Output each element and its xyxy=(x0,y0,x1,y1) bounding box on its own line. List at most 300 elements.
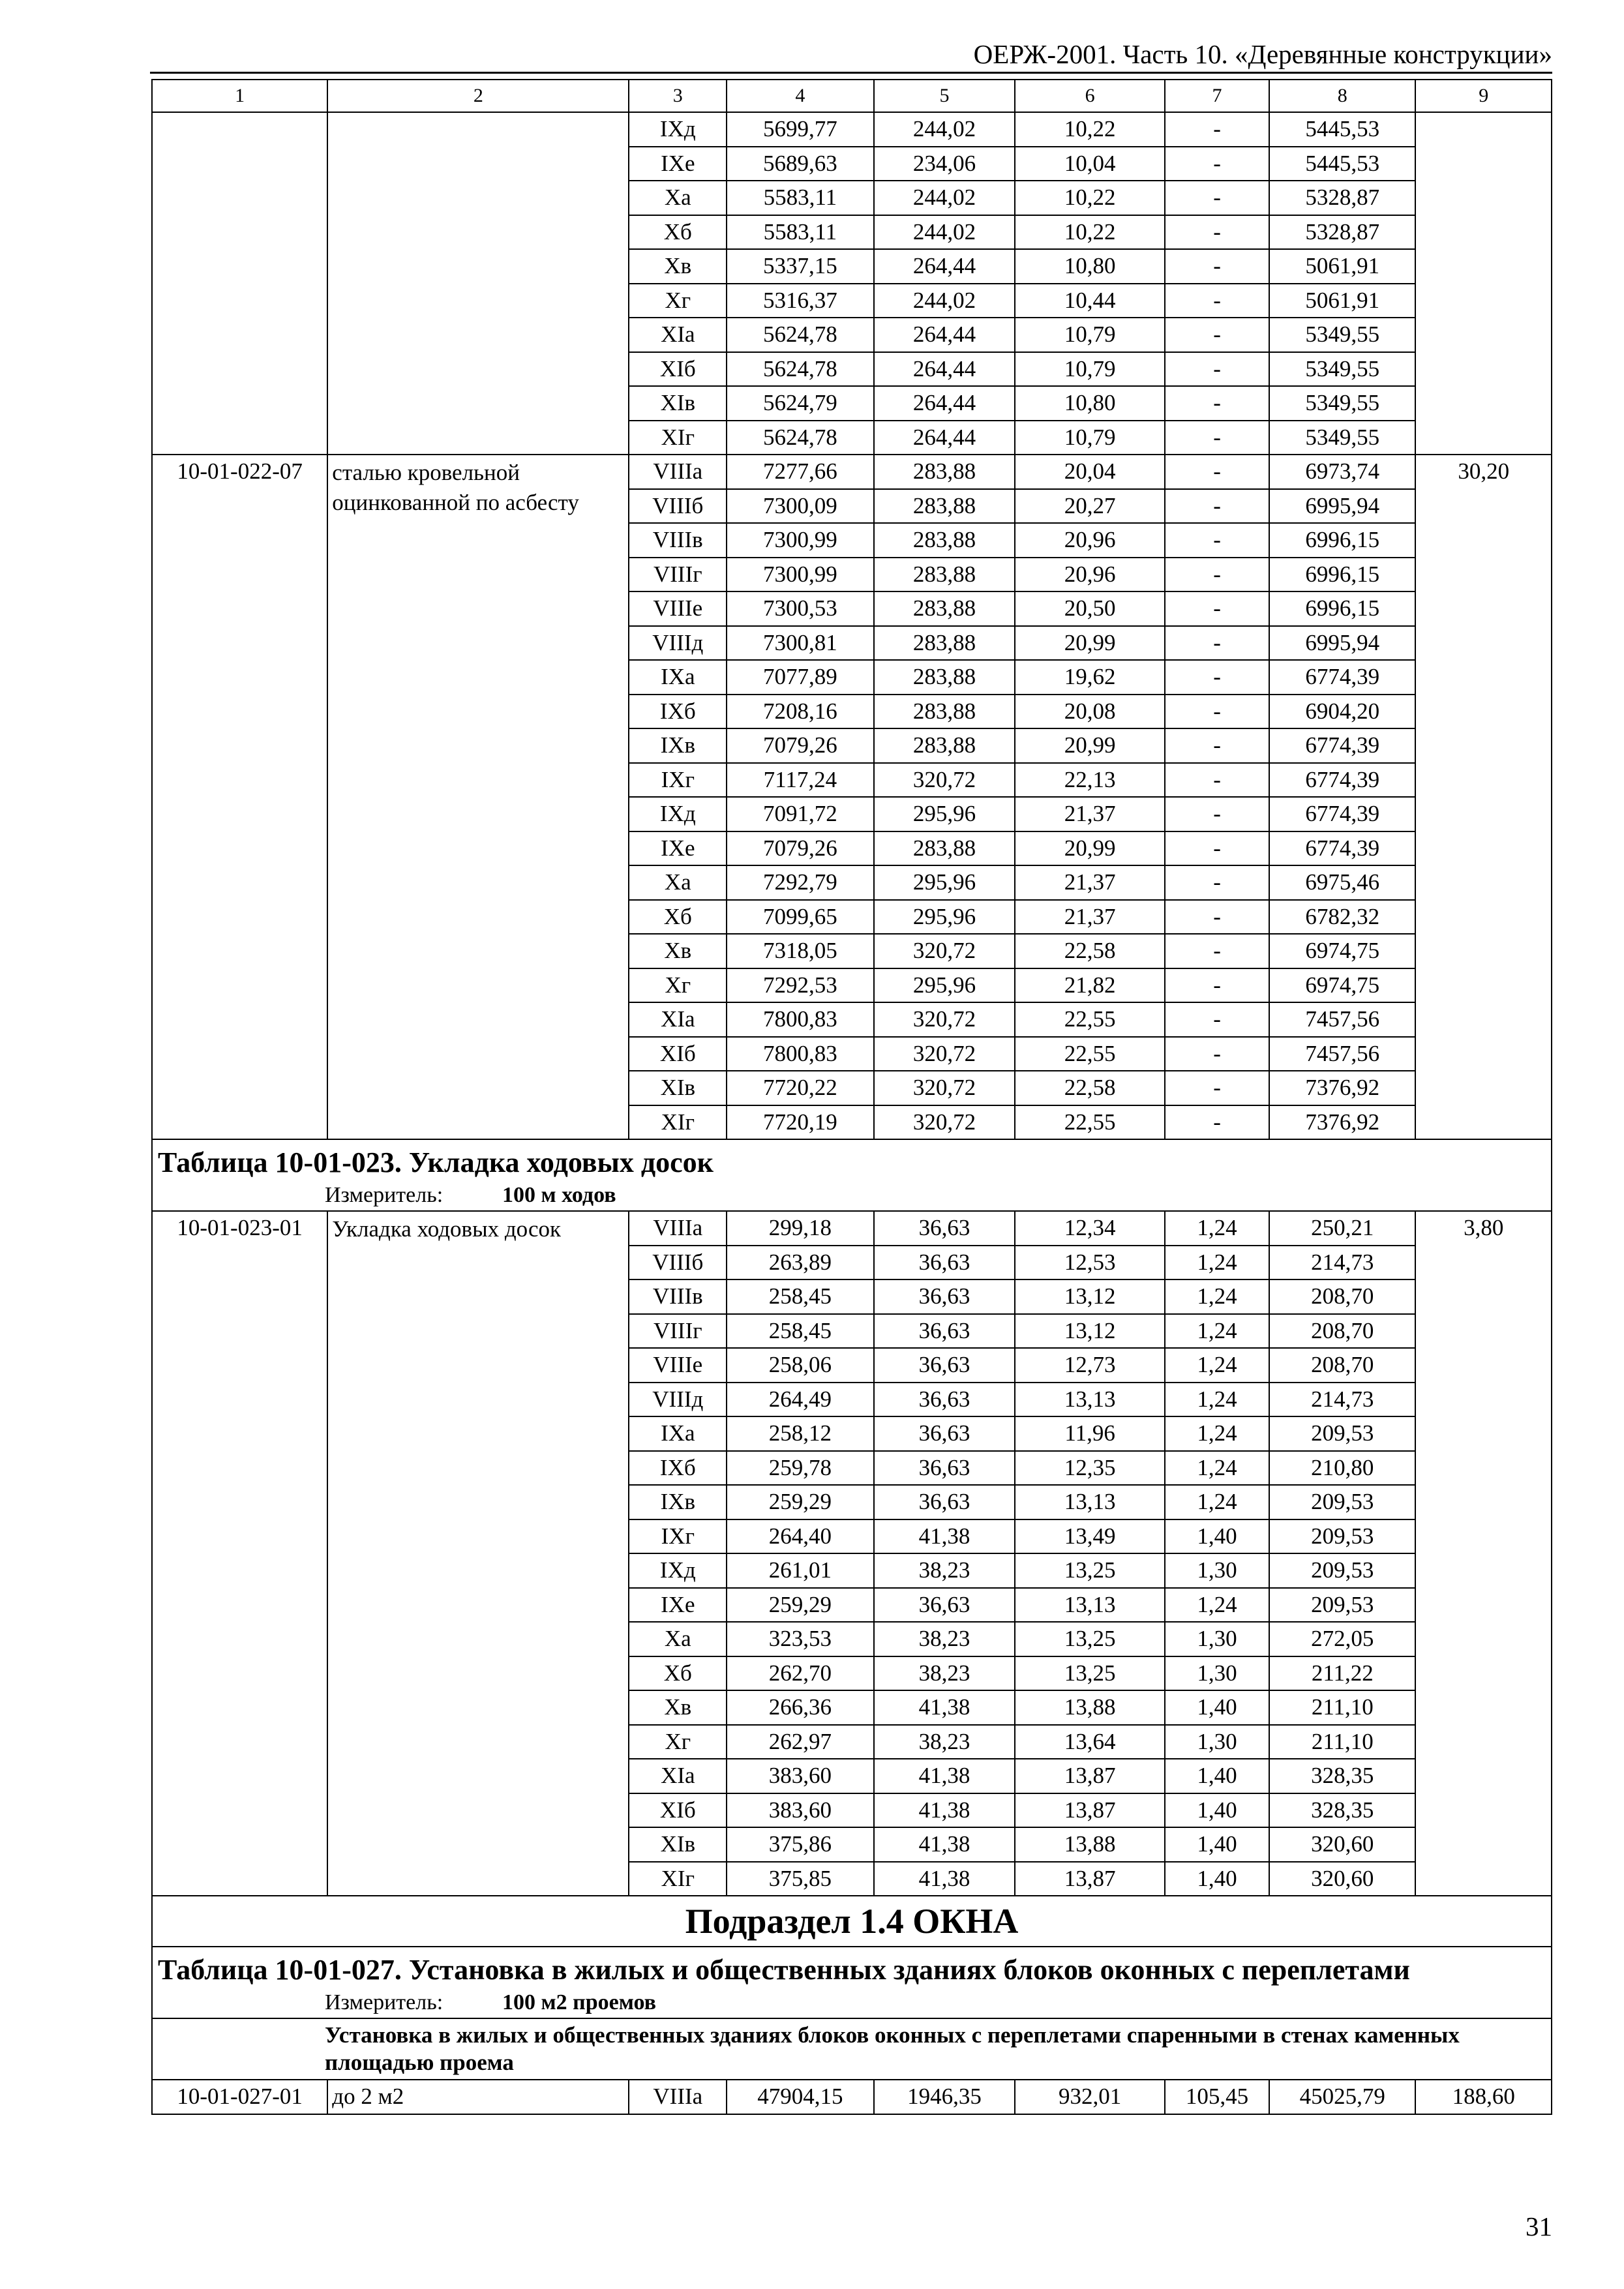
column-number: 6 xyxy=(1015,80,1164,112)
value-cell: - xyxy=(1165,181,1269,215)
value-cell: 6904,20 xyxy=(1269,695,1415,729)
value-cell: 7208,16 xyxy=(727,695,873,729)
value-cell: 13,87 xyxy=(1015,1862,1164,1896)
value-cell: IXд xyxy=(629,1553,727,1588)
value-cell: Xг xyxy=(629,968,727,1003)
value-cell: 12,34 xyxy=(1015,1211,1164,1246)
unit-label: Измеритель: xyxy=(325,1183,444,1207)
value-cell: 7457,56 xyxy=(1269,1002,1415,1037)
value-cell: 7292,53 xyxy=(727,968,873,1003)
value-cell: 320,72 xyxy=(874,934,1015,968)
labor-rate-cell: 188,60 xyxy=(1415,2080,1552,2114)
value-cell: - xyxy=(1165,249,1269,284)
value-cell: 41,38 xyxy=(874,1690,1015,1725)
value-cell: 10,44 xyxy=(1015,284,1164,318)
value-cell: VIIIб xyxy=(629,1246,727,1280)
value-cell: 7318,05 xyxy=(727,934,873,968)
value-cell: 383,60 xyxy=(727,1759,873,1793)
value-cell: - xyxy=(1165,215,1269,250)
value-cell: 214,73 xyxy=(1269,1383,1415,1417)
value-cell: 6974,75 xyxy=(1269,968,1415,1003)
table-title: Таблица 10-01-027. Установка в жилых и общественных зданиях блоков оконных с переплетами xyxy=(158,1954,1410,1986)
value-cell: 5583,11 xyxy=(727,215,873,250)
value-cell: - xyxy=(1165,386,1269,421)
table-title-row xyxy=(152,1947,1552,2018)
value-cell: 6975,46 xyxy=(1269,865,1415,900)
value-cell: IXд xyxy=(629,112,727,147)
value-cell: 1,40 xyxy=(1165,1862,1269,1896)
value-cell: 211,10 xyxy=(1269,1725,1415,1759)
value-cell: IXг xyxy=(629,763,727,798)
value-cell: 36,63 xyxy=(874,1348,1015,1383)
norm-description-cell: до 2 м2 xyxy=(327,2080,629,2114)
value-cell: 320,72 xyxy=(874,1037,1015,1071)
subsection-row xyxy=(152,1896,1552,1947)
value-cell: 1,40 xyxy=(1165,1759,1269,1793)
value-cell: XIб xyxy=(629,1037,727,1071)
value-cell: 13,12 xyxy=(1015,1279,1164,1314)
value-cell: 258,06 xyxy=(727,1348,873,1383)
value-cell: 6996,15 xyxy=(1269,523,1415,558)
value-cell: 13,87 xyxy=(1015,1759,1164,1793)
header-rule xyxy=(150,72,1552,74)
value-cell: 12,35 xyxy=(1015,1451,1164,1486)
column-numbers-row xyxy=(152,80,1552,112)
value-cell: IXг xyxy=(629,1519,727,1554)
value-cell: 36,63 xyxy=(874,1588,1015,1623)
value-cell: 383,60 xyxy=(727,1793,873,1828)
value-cell: XIа xyxy=(629,318,727,352)
value-cell: 264,44 xyxy=(874,421,1015,455)
value-cell: 5583,11 xyxy=(727,181,873,215)
value-cell: 209,53 xyxy=(1269,1519,1415,1554)
value-cell: 20,99 xyxy=(1015,728,1164,763)
column-number: 1 xyxy=(152,80,327,112)
value-cell: 13,88 xyxy=(1015,1690,1164,1725)
value-cell: Xг xyxy=(629,284,727,318)
value-cell: 10,22 xyxy=(1015,215,1164,250)
value-cell: 1,24 xyxy=(1165,1246,1269,1280)
value-cell: 1,40 xyxy=(1165,1827,1269,1862)
value-cell: 264,44 xyxy=(874,318,1015,352)
value-cell: Xа xyxy=(629,1622,727,1656)
value-cell: 6774,39 xyxy=(1269,728,1415,763)
value-cell: 320,72 xyxy=(874,1071,1015,1105)
value-cell: 7079,26 xyxy=(727,831,873,866)
value-cell: IXе xyxy=(629,1588,727,1623)
unit-value: 100 м2 проемов xyxy=(502,1990,656,2014)
table-title-cell xyxy=(152,1947,1552,2018)
value-cell: 13,25 xyxy=(1015,1622,1164,1656)
value-cell: 10,79 xyxy=(1015,352,1164,387)
value-cell: 13,13 xyxy=(1015,1588,1164,1623)
value-cell: 1,30 xyxy=(1165,1622,1269,1656)
unit-label: Измеритель: xyxy=(325,1990,444,2014)
value-cell: 7300,53 xyxy=(727,591,873,626)
value-cell: 10,22 xyxy=(1015,112,1164,147)
value-cell: 211,22 xyxy=(1269,1656,1415,1691)
value-cell: 5349,55 xyxy=(1269,386,1415,421)
value-cell: 11,96 xyxy=(1015,1416,1164,1451)
value-cell: 283,88 xyxy=(874,728,1015,763)
value-cell: 244,02 xyxy=(874,112,1015,147)
value-cell: 7077,89 xyxy=(727,660,873,695)
value-cell: Xа xyxy=(629,865,727,900)
value-cell: 5624,78 xyxy=(727,318,873,352)
value-cell: 5624,79 xyxy=(727,386,873,421)
value-cell: 6996,15 xyxy=(1269,591,1415,626)
norm-code-cell: 10-01-027-01 xyxy=(152,2080,327,2114)
value-cell: 208,70 xyxy=(1269,1314,1415,1349)
norm-description-cell: Укладка ходовых досок xyxy=(327,1211,629,1896)
value-cell: 7800,83 xyxy=(727,1037,873,1071)
value-cell: 13,87 xyxy=(1015,1793,1164,1828)
value-cell: 932,01 xyxy=(1015,2080,1164,2114)
value-cell: 36,63 xyxy=(874,1485,1015,1519)
value-cell: - xyxy=(1165,318,1269,352)
value-cell: - xyxy=(1165,558,1269,592)
value-cell: 36,63 xyxy=(874,1246,1015,1280)
value-cell: 1,30 xyxy=(1165,1553,1269,1588)
value-cell: - xyxy=(1165,831,1269,866)
value-cell: 22,55 xyxy=(1015,1105,1164,1140)
value-cell: XIа xyxy=(629,1759,727,1793)
value-cell: 211,10 xyxy=(1269,1690,1415,1725)
value-cell: 295,96 xyxy=(874,865,1015,900)
value-cell: 10,80 xyxy=(1015,249,1164,284)
page-number: 31 xyxy=(1526,2211,1552,2241)
value-cell: 41,38 xyxy=(874,1759,1015,1793)
value-cell: 244,02 xyxy=(874,215,1015,250)
value-cell: 6782,32 xyxy=(1269,900,1415,935)
value-cell: - xyxy=(1165,455,1269,489)
value-cell: 7300,99 xyxy=(727,523,873,558)
value-cell: 7376,92 xyxy=(1269,1105,1415,1140)
value-cell: 283,88 xyxy=(874,523,1015,558)
column-number: 4 xyxy=(727,80,873,112)
value-cell: 21,37 xyxy=(1015,865,1164,900)
value-cell: 41,38 xyxy=(874,1862,1015,1896)
value-cell: IXе xyxy=(629,147,727,181)
value-cell: 20,04 xyxy=(1015,455,1164,489)
rates-table-body xyxy=(152,80,1552,2114)
value-cell: - xyxy=(1165,968,1269,1003)
value-cell: 22,55 xyxy=(1015,1002,1164,1037)
value-cell: 20,08 xyxy=(1015,695,1164,729)
value-cell: 320,60 xyxy=(1269,1862,1415,1896)
value-cell: 20,50 xyxy=(1015,591,1164,626)
value-cell: 209,53 xyxy=(1269,1416,1415,1451)
unit-line xyxy=(158,1182,1546,1210)
value-cell: Xб xyxy=(629,900,727,935)
value-cell: 13,13 xyxy=(1015,1485,1164,1519)
value-cell: 13,49 xyxy=(1015,1519,1164,1554)
value-cell: Xб xyxy=(629,1656,727,1691)
value-cell: 6974,75 xyxy=(1269,934,1415,968)
value-cell: 283,88 xyxy=(874,489,1015,524)
value-cell: 13,25 xyxy=(1015,1553,1164,1588)
value-cell: - xyxy=(1165,1105,1269,1140)
value-cell: XIб xyxy=(629,1793,727,1828)
value-cell: 283,88 xyxy=(874,695,1015,729)
value-cell: 7117,24 xyxy=(727,763,873,798)
value-cell: XIг xyxy=(629,1105,727,1140)
value-cell: 7457,56 xyxy=(1269,1037,1415,1071)
value-cell: 7800,83 xyxy=(727,1002,873,1037)
value-cell: 258,45 xyxy=(727,1279,873,1314)
value-cell: 5689,63 xyxy=(727,147,873,181)
value-cell: 320,72 xyxy=(874,1105,1015,1140)
labor-rate-cell: 3,80 xyxy=(1415,1211,1552,1896)
value-cell: IXа xyxy=(629,660,727,695)
group-title-row xyxy=(152,2018,1552,2080)
value-cell: 38,23 xyxy=(874,1553,1015,1588)
subsection-title: Подраздел 1.4 ОКНА xyxy=(152,1896,1552,1947)
column-number: 7 xyxy=(1165,80,1269,112)
norm-code-cell: 10-01-023-01 xyxy=(152,1211,327,1896)
labor-rate-cell: 30,20 xyxy=(1415,455,1552,1139)
value-cell: 7300,81 xyxy=(727,626,873,661)
value-cell: XIв xyxy=(629,1071,727,1105)
value-cell: 36,63 xyxy=(874,1416,1015,1451)
column-number: 9 xyxy=(1415,80,1552,112)
value-cell: 22,55 xyxy=(1015,1037,1164,1071)
value-cell: - xyxy=(1165,797,1269,831)
norm-code-cell: 10-01-022-07 xyxy=(152,455,327,1139)
value-cell: 244,02 xyxy=(874,181,1015,215)
value-cell: IXд xyxy=(629,797,727,831)
value-cell: VIIIд xyxy=(629,1383,727,1417)
value-cell: 264,40 xyxy=(727,1519,873,1554)
value-cell: 209,53 xyxy=(1269,1588,1415,1623)
value-cell: 320,72 xyxy=(874,1002,1015,1037)
value-cell: - xyxy=(1165,421,1269,455)
value-cell: XIг xyxy=(629,1862,727,1896)
value-cell: IXб xyxy=(629,695,727,729)
value-cell: 41,38 xyxy=(874,1827,1015,1862)
value-cell: 283,88 xyxy=(874,558,1015,592)
value-cell: 13,13 xyxy=(1015,1383,1164,1417)
value-cell: VIIIа xyxy=(629,2080,727,2114)
value-cell: VIIIе xyxy=(629,591,727,626)
value-cell: Xб xyxy=(629,215,727,250)
value-cell: - xyxy=(1165,900,1269,935)
value-cell: 208,70 xyxy=(1269,1279,1415,1314)
value-cell: Xа xyxy=(629,181,727,215)
value-cell: VIIIг xyxy=(629,1314,727,1349)
table-row xyxy=(152,112,1552,147)
group-title: Установка в жилых и общественных зданиях блоков оконных с переплетами спаренными в стенах каменных площадью проема xyxy=(152,2018,1552,2080)
value-cell: 7277,66 xyxy=(727,455,873,489)
value-cell: 38,23 xyxy=(874,1725,1015,1759)
value-cell: 41,38 xyxy=(874,1519,1015,1554)
value-cell: 295,96 xyxy=(874,968,1015,1003)
labor-rate-cell xyxy=(1415,112,1552,455)
table-row xyxy=(152,1211,1552,1246)
value-cell: 261,01 xyxy=(727,1553,873,1588)
value-cell: 264,44 xyxy=(874,386,1015,421)
value-cell: 375,86 xyxy=(727,1827,873,1862)
table-row xyxy=(152,2080,1552,2114)
value-cell: - xyxy=(1165,1071,1269,1105)
table-title-row xyxy=(152,1139,1552,1211)
value-cell: 7720,19 xyxy=(727,1105,873,1140)
table-row xyxy=(152,455,1552,489)
value-cell: 1,40 xyxy=(1165,1793,1269,1828)
value-cell: IXв xyxy=(629,728,727,763)
value-cell: 105,45 xyxy=(1165,2080,1269,2114)
value-cell: 7300,99 xyxy=(727,558,873,592)
value-cell: 7376,92 xyxy=(1269,1071,1415,1105)
value-cell: IXе xyxy=(629,831,727,866)
value-cell: 22,58 xyxy=(1015,934,1164,968)
value-cell: 5328,87 xyxy=(1269,215,1415,250)
value-cell: - xyxy=(1165,1037,1269,1071)
value-cell: 328,35 xyxy=(1269,1793,1415,1828)
value-cell: 264,44 xyxy=(874,249,1015,284)
value-cell: 1,24 xyxy=(1165,1211,1269,1246)
value-cell: - xyxy=(1165,695,1269,729)
value-cell: 38,23 xyxy=(874,1656,1015,1691)
value-cell: 258,45 xyxy=(727,1314,873,1349)
column-number: 8 xyxy=(1269,80,1415,112)
value-cell: 5445,53 xyxy=(1269,147,1415,181)
value-cell: 210,80 xyxy=(1269,1451,1415,1486)
column-number: 3 xyxy=(629,80,727,112)
value-cell: 320,72 xyxy=(874,763,1015,798)
value-cell: 1,24 xyxy=(1165,1314,1269,1349)
value-cell: VIIIг xyxy=(629,558,727,592)
value-cell: 13,12 xyxy=(1015,1314,1164,1349)
value-cell: 5699,77 xyxy=(727,112,873,147)
value-cell: 7292,79 xyxy=(727,865,873,900)
value-cell: - xyxy=(1165,591,1269,626)
value-cell: Xв xyxy=(629,934,727,968)
value-cell: 250,21 xyxy=(1269,1211,1415,1246)
value-cell: IXв xyxy=(629,1485,727,1519)
value-cell: 47904,15 xyxy=(727,2080,873,2114)
value-cell: VIIIа xyxy=(629,455,727,489)
value-cell: 21,82 xyxy=(1015,968,1164,1003)
norm-description-cell: сталью кровельной оцинкованной по асбесту xyxy=(327,455,629,1139)
value-cell: 259,29 xyxy=(727,1485,873,1519)
value-cell: 13,25 xyxy=(1015,1656,1164,1691)
value-cell: - xyxy=(1165,1002,1269,1037)
value-cell: 20,27 xyxy=(1015,489,1164,524)
value-cell: 295,96 xyxy=(874,797,1015,831)
value-cell: 323,53 xyxy=(727,1622,873,1656)
value-cell: 38,23 xyxy=(874,1622,1015,1656)
value-cell: - xyxy=(1165,352,1269,387)
value-cell: 283,88 xyxy=(874,660,1015,695)
value-cell: 259,78 xyxy=(727,1451,873,1486)
value-cell: XIв xyxy=(629,386,727,421)
value-cell: VIIIе xyxy=(629,1348,727,1383)
value-cell: 6995,94 xyxy=(1269,489,1415,524)
value-cell: XIв xyxy=(629,1827,727,1862)
value-cell: 295,96 xyxy=(874,900,1015,935)
value-cell: - xyxy=(1165,112,1269,147)
value-cell: 264,44 xyxy=(874,352,1015,387)
value-cell: 6996,15 xyxy=(1269,558,1415,592)
norm-code-cell xyxy=(152,112,327,455)
value-cell: 12,73 xyxy=(1015,1348,1164,1383)
value-cell: 1946,35 xyxy=(874,2080,1015,2114)
value-cell: IXа xyxy=(629,1416,727,1451)
value-cell: 41,38 xyxy=(874,1793,1015,1828)
value-cell: 13,88 xyxy=(1015,1827,1164,1862)
value-cell: 7079,26 xyxy=(727,728,873,763)
value-cell: - xyxy=(1165,284,1269,318)
value-cell: Xв xyxy=(629,1690,727,1725)
value-cell: 7091,72 xyxy=(727,797,873,831)
value-cell: 12,53 xyxy=(1015,1246,1164,1280)
value-cell: 20,99 xyxy=(1015,831,1164,866)
value-cell: 5445,53 xyxy=(1269,112,1415,147)
value-cell: 6774,39 xyxy=(1269,831,1415,866)
value-cell: 6973,74 xyxy=(1269,455,1415,489)
value-cell: 1,30 xyxy=(1165,1725,1269,1759)
value-cell: 262,97 xyxy=(727,1725,873,1759)
value-cell: 266,36 xyxy=(727,1690,873,1725)
value-cell: - xyxy=(1165,523,1269,558)
value-cell: 21,37 xyxy=(1015,797,1164,831)
rates-table xyxy=(151,79,1552,2115)
value-cell: 263,89 xyxy=(727,1246,873,1280)
table-title-cell xyxy=(152,1139,1552,1211)
value-cell: 36,63 xyxy=(874,1451,1015,1486)
value-cell: 209,53 xyxy=(1269,1553,1415,1588)
value-cell: 5349,55 xyxy=(1269,352,1415,387)
value-cell: 22,58 xyxy=(1015,1071,1164,1105)
column-number: 2 xyxy=(327,80,629,112)
value-cell: - xyxy=(1165,728,1269,763)
value-cell: 6995,94 xyxy=(1269,626,1415,661)
value-cell: 1,24 xyxy=(1165,1383,1269,1417)
value-cell: Xв xyxy=(629,249,727,284)
value-cell: 45025,79 xyxy=(1269,2080,1415,2114)
value-cell: 36,63 xyxy=(874,1383,1015,1417)
table-title: Таблица 10-01-023. Укладка ходовых досок xyxy=(158,1146,714,1178)
value-cell: 1,24 xyxy=(1165,1588,1269,1623)
value-cell: 22,13 xyxy=(1015,763,1164,798)
value-cell: 1,40 xyxy=(1165,1519,1269,1554)
value-cell: 5061,91 xyxy=(1269,249,1415,284)
value-cell: 259,29 xyxy=(727,1588,873,1623)
value-cell: XIб xyxy=(629,352,727,387)
value-cell: 36,63 xyxy=(874,1314,1015,1349)
value-cell: 1,24 xyxy=(1165,1279,1269,1314)
value-cell: 36,63 xyxy=(874,1211,1015,1246)
value-cell: Xг xyxy=(629,1725,727,1759)
unit-value: 100 м ходов xyxy=(502,1183,616,1207)
running-header: ОЕРЖ-2001. Часть 10. «Деревянные конструкции» xyxy=(973,39,1552,69)
value-cell: 1,24 xyxy=(1165,1416,1269,1451)
value-cell: VIIIд xyxy=(629,626,727,661)
value-cell: VIIIа xyxy=(629,1211,727,1246)
unit-line xyxy=(158,1989,1546,2018)
value-cell: 5349,55 xyxy=(1269,318,1415,352)
value-cell: 5316,37 xyxy=(727,284,873,318)
value-cell: 209,53 xyxy=(1269,1485,1415,1519)
value-cell: 262,70 xyxy=(727,1656,873,1691)
value-cell: 36,63 xyxy=(874,1279,1015,1314)
value-cell: 299,18 xyxy=(727,1211,873,1246)
value-cell: - xyxy=(1165,489,1269,524)
value-cell: 6774,39 xyxy=(1269,763,1415,798)
value-cell: 272,05 xyxy=(1269,1622,1415,1656)
value-cell: 5624,78 xyxy=(727,352,873,387)
